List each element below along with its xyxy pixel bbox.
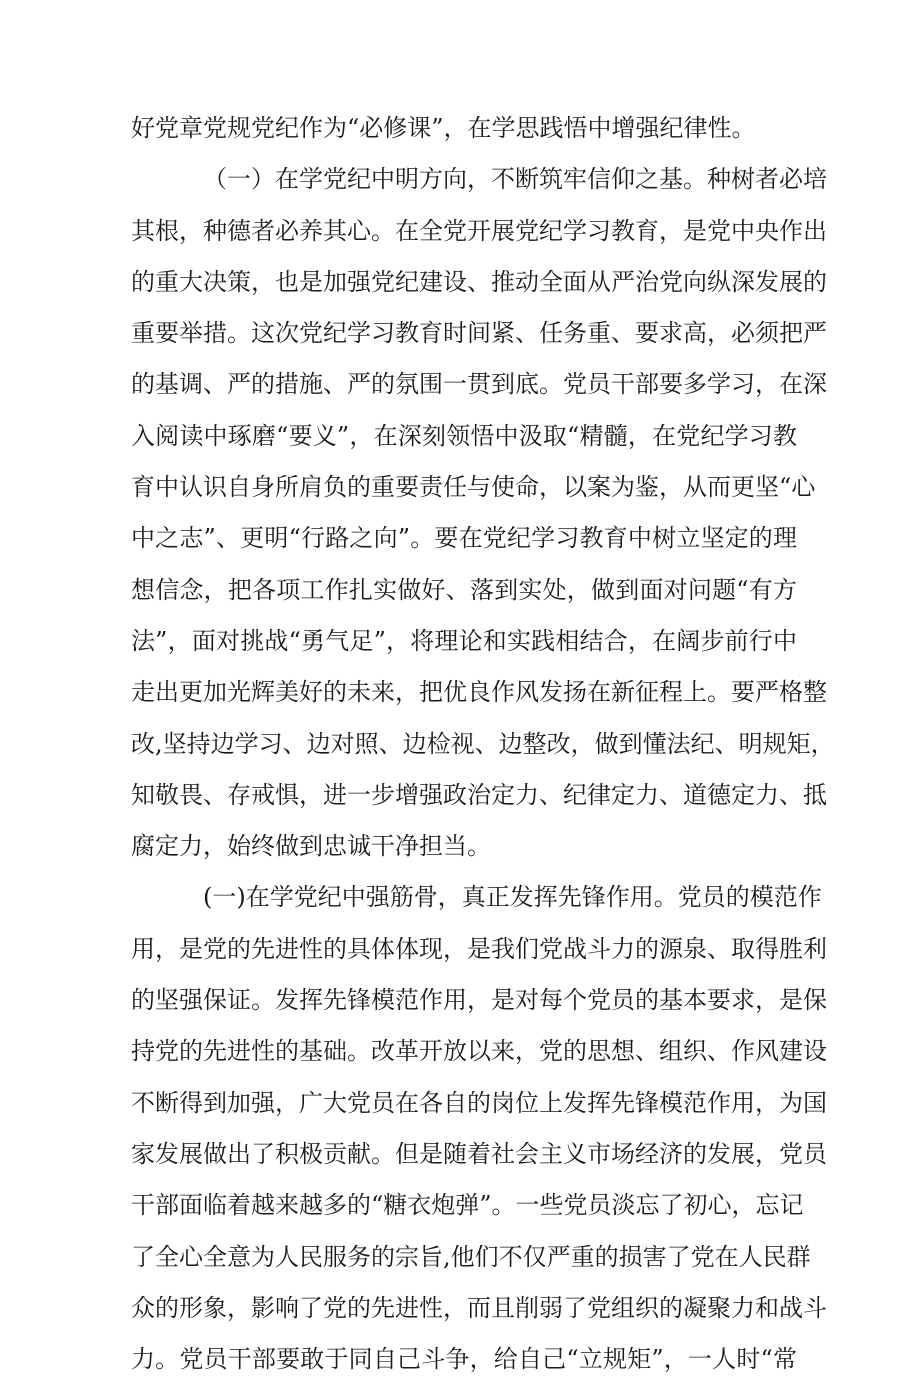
body-text (131, 103, 835, 1385)
paragraph-line: 的重大决策，也是加强党纪建设、推动全面从严治党向纵深发展的 (131, 267, 827, 296)
paragraph-line: 家发展做出了积极贡献。但是随着社会主义市场经济的发展，党员 (131, 1139, 827, 1168)
paragraph-line: 入阅读中琢磨“要义”，在深刻领悟中汲取“精髓，在党纪学习教 (131, 421, 797, 450)
paragraph-line: 干部面临着越来越多的“糖衣炮弹”。一些党员淡忘了初心，忘记 (131, 1191, 804, 1220)
paragraph-vanguard (131, 872, 827, 1385)
paragraph-line: 不断得到加强，广大党员在各自的岗位上发挥先锋模范作用，为国 (131, 1088, 827, 1117)
paragraph-line: 走出更加光辉美好的未来，把优良作风发扬在新征程上。要严格整 (131, 678, 827, 707)
paragraph-direction (131, 154, 835, 872)
paragraph-line: 法”，面对挑战“勇气足”，将理论和实践相结合，在阔步前行中 (131, 626, 797, 655)
paragraph-line: 的坚强保证。发挥先锋模范作用，是对每个党员的基本要求，是保 (131, 986, 827, 1015)
paragraph-line: 的基调、严的措施、严的氛围一贯到底。党员干部要多学习，在深 (131, 370, 827, 399)
paragraph-line: 重要举措。这次党纪学习教育时间紧、任务重、要求高，必须把严 (131, 319, 827, 348)
paragraph-line: 知敬畏、存戒惧，进一步增强政治定力、纪律定力、道德定力、抵 (131, 780, 827, 809)
paragraph-line: 育中认识自身所肩负的重要责任与使命，以案为鉴，从而更坚“心 (131, 473, 816, 502)
paragraph-line: (一)在学党纪中强筋骨，真正发挥先锋作用。党员的模范作 (203, 883, 822, 912)
paragraph-line: （一）在学党纪中明方向，不断筑牢信仰之基。种树者必培 (203, 165, 827, 194)
continuation-line: 好党章党规党纪作为“必修课”，在学思践悟中增强纪律性。 (131, 114, 756, 142)
paragraph-line: 想信念，把各项工作扎实做好、落到实处，做到面对问题“有方 (131, 575, 797, 604)
paragraph-line: 力。党员干部要敢于同自己斗争，给自己“立规矩”，一人时“常 (131, 1345, 797, 1374)
paragraph-line: 中之志”、更明“行路之向”。要在党纪学习教育中树立坚定的理 (131, 524, 797, 553)
paragraph-line: 了全心全意为人民服务的宗旨,他们不仅严重的损害了党在人民群 (131, 1242, 811, 1271)
paragraph-line: 其根，种德者必养其心。在全党开展党纪学习教育，是党中央作出 (131, 216, 827, 245)
paragraph-line: 持党的先进性的基础。改革开放以来，党的思想、组织、作风建设 (131, 1037, 827, 1066)
paragraph-line: 改,坚持边学习、边对照、边检视、边整改，做到懂法纪、明规矩， (131, 729, 835, 758)
paragraph-line: 腐定力，始终做到忠诚干净担当。 (131, 832, 491, 861)
paragraph-line: 用，是党的先进性的具体体现，是我们党战斗力的源泉、取得胜利 (131, 934, 827, 963)
paragraph-line: 众的形象，影响了党的先进性，而且削弱了党组织的凝聚力和战斗 (131, 1293, 827, 1322)
